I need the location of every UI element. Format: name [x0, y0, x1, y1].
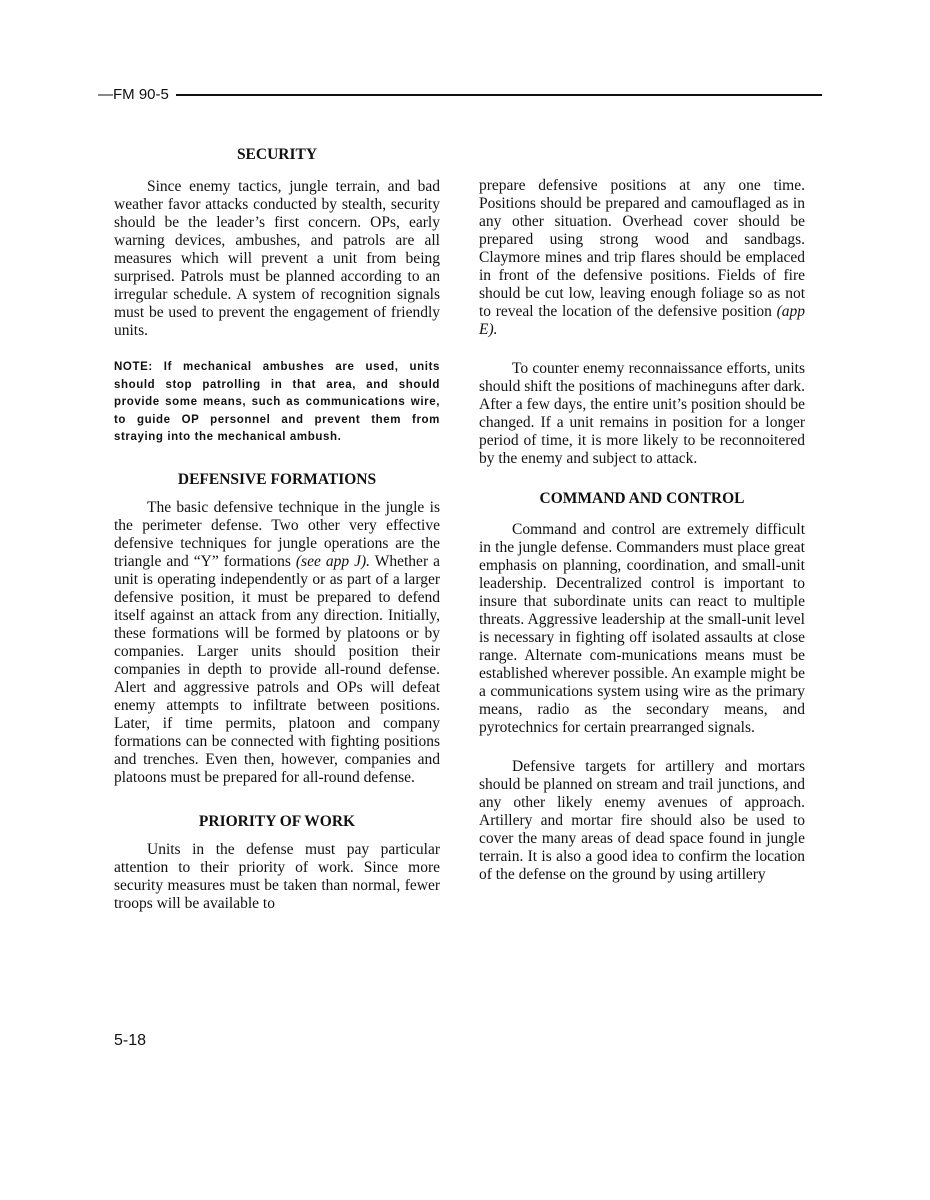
left-column [114, 144, 440, 913]
priority-of-work-heading: PRIORITY OF WORK [198, 812, 356, 830]
continued-text: prepare defensive positions at any one time. Positions should be prepared and camouflaged as in any other situation. Overhead cover should be prepared using strong wood and sandbags. Claymore mines and trip flares should be emplaced in front of the defensive positions. Fields of fire should be cut low, leaving enough foliage so as not to reveal the location of the defensive position [479, 177, 805, 320]
defensive-targets-paragraph: Defensive targets for artillery and mortars should be planned on stream and trail junctions, and any other likely enemy avenues of approach. Artillery and mortar fire should also be used to cover the many areas of dead space found in jungle terrain. It is also a good idea to confirm the location of the defense on the ground by using artillery [479, 758, 805, 883]
command-and-control-paragraph: Command and control are extremely difficult in the jungle defense. Commanders must place great emphasis on planning, coordination, and small-unit leadership. Decentralized control is important to insure that subordinate units can react to multiple threats. Aggressive leadership at the small-unit level is necessary in fighting off isolated assaults at close range. Alternate com-munications means must be established wherever possible. An example might be a communications system using wire as the primary means, radio as the secondary means, and pyrotechnics for certain prearranged signals. [479, 521, 805, 736]
command-and-control-heading: COMMAND AND CONTROL [539, 490, 745, 507]
priority-of-work-paragraph: Units in the defense must pay particular attention to their priority of work. Since more security measures must be taken than normal, fewer troops will be available to [114, 840, 440, 912]
reconnaissance-paragraph: To counter enemy reconnaissance efforts, units should shift the positions of machineguns after dark. After a few days, the entire unit’s position should be changed. If a unit remains in position for a longer period of time, it is more likely to be reconnoitered by the enemy and subject to attack. [479, 360, 805, 467]
security-note: NOTE: If mechanical ambushes are used, units should stop patrolling in that area, and should provide some means, such as communications wire, to guide OP personnel and prevent them from straying into the mechanical ambush. [114, 361, 440, 443]
defensive-formations-text-b: Whether a unit is operating independently or as part of a larger defensive position, it must be prepared to defend itself against an attack from any direction. Initially, these formations will be formed by platoons or by companies. Larger units should position their companies in depth to provide all-round defense. Alert and aggressive patrols and OPs will defeat enemy attempts to infiltrate between positions. Later, if time permits, platoon and company formations can be connected with fighting positions and trenches. Even then, however, companies and platoons must be prepared for all-round defense. [114, 552, 440, 786]
defensive-formations-text-a: The basic defensive technique in the jungle is the perimeter defense. Two other very effective defensive techniques for jungle operations are the triangle and “Y” formations [114, 498, 440, 570]
defensive-formations-heading: DEFENSIVE FORMATIONS [177, 470, 377, 488]
page-number: 5-18 [114, 1032, 147, 1049]
security-paragraph: Since enemy tactics, jungle terrain, and bad weather favor attacks conducted by stealth, security should be the leader’s first concern. OPs, early warning devices, ambushes, and patrols are all measures which will prevent a unit from being surprised. Patrols must be planned according to an irregular schedule. A system of recognition signals must be used to prevent the engagement of friendly units. [114, 178, 440, 339]
header-rule [176, 94, 822, 96]
security-heading: SECURITY [236, 146, 318, 163]
appendix-e-reference: (app E). [479, 303, 805, 338]
running-header [98, 86, 822, 106]
continued-paragraph [479, 177, 805, 339]
defensive-formations-paragraph [114, 499, 440, 787]
right-column [479, 144, 805, 884]
manual-id: —FM 90-5 [98, 86, 172, 104]
appendix-j-reference: (see app J). [295, 552, 371, 570]
